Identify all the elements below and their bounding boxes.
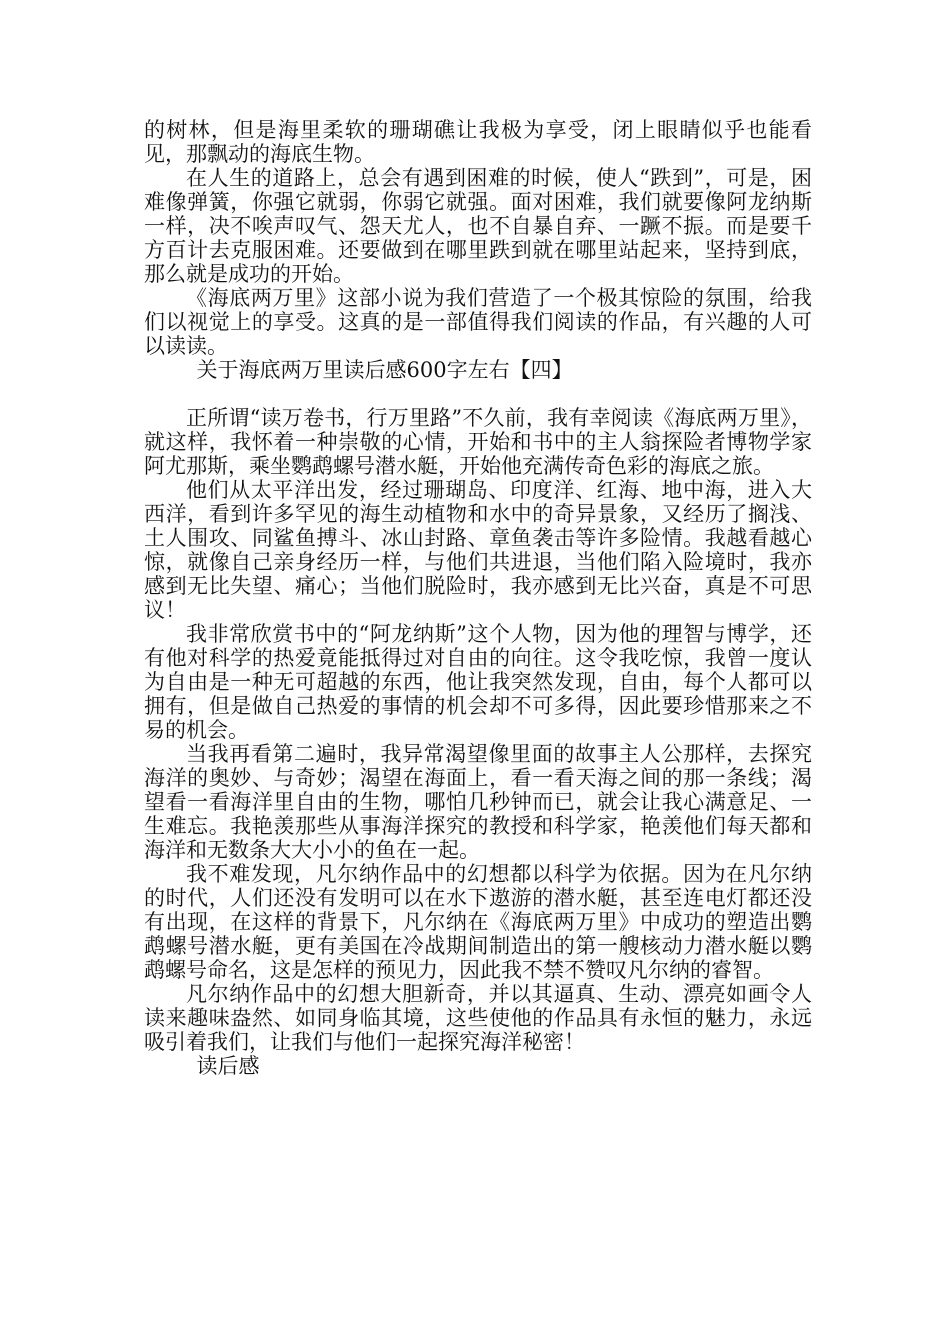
footer-label: 读后感 — [196, 1054, 260, 1078]
paragraph-conclusion: 凡尔纳作品中的幻想大胆新奇，并以其逼真、生动、漂亮如画令人读来趣味盎然、如同身临其境，这些使他的作品具有永恒的魅力，永远吸引着我们，让我们与他们一起探究海洋秘密！ — [144, 982, 812, 1054]
paragraph-aronnax: 我非常欣赏书中的“阿龙纳斯”这个人物，因为他的理智与博学，还有他对科学的热爱竟能抵得过对自由的向往。这令我吃惊，我曾一度认为自由是一种无可超越的东西，他让我突然发现，自由，每个人都可以拥有，但是做自己热爱的事情的机会却不可多得，因此要珍惜那来之不易的机会。 — [144, 622, 812, 742]
section-heading: 关于海底两万里读后感600字左右【四】 — [196, 358, 573, 382]
paragraph-intro: 正所谓“读万卷书，行万里路”不久前，我有幸阅读《海底两万里》，就这样，我怀着一种崇敬的心情，开始和书中的主人翁探险者博物学家阿尤那斯，乘坐鹦鹉螺号潜水艇，开始他充满传奇色彩的海底之旅。 — [144, 406, 812, 478]
paragraph-overcoming-difficulty: 在人生的道路上，总会有遇到困难的时候，使人“跌到”，可是，困难像弹簧，你强它就弱，你弱它就强。面对困难，我们就要像阿龙纳斯一样，决不唉声叹气、怨天尤人，也不自暴自弃、一蹶不振。而是要千方百计去克服困难。还要做到在哪里跌到就在哪里站起来，坚持到底，那么就是成功的开始。 — [144, 166, 812, 286]
document-page — [144, 118, 812, 1078]
blank-line — [144, 382, 812, 406]
paragraph-journey: 他们从太平洋出发，经过珊瑚岛、印度洋、红海、地中海，进入大西洋，看到许多罕见的海生动植物和水中的奇异景象，又经历了搁浅、土人围攻、同鲨鱼搏斗、冰山封路、章鱼袭击等许多险情。我越看越心惊，就像自己亲身经历一样，与他们共进退，当他们陷入险境时，我亦感到无比失望、痛心；当他们脱险时，我亦感到无比兴奋，真是不可思议！ — [144, 478, 812, 622]
paragraph-recommendation: 《海底两万里》这部小说为我们营造了一个极其惊险的氛围，给我们以视觉上的享受。这真的是一部值得我们阅读的作品，有兴趣的人可以读读。 — [144, 286, 812, 358]
paragraph-second-reading: 当我再看第二遍时，我异常渴望像里面的故事主人公那样，去探究海洋的奥妙、与奇妙；渴望在海面上，看一看天海之间的那一条线；渴望看一看海洋里自由的生物，哪怕几秒钟而已，就会让我心满意足、一生难忘。我艳羡那些从事海洋探究的教授和科学家，艳羡他们每天都和海洋和无数条大大小小的鱼在一起。 — [144, 742, 812, 862]
paragraph-verne-science: 我不难发现，凡尔纳作品中的幻想都以科学为依据。因为在凡尔纳的时代，人们还没有发明可以在水下遨游的潜水艇，甚至连电灯都还没有出现，在这样的背景下，凡尔纳在《海底两万里》中成功的塑造出鹦鹉螺号潜水艇，更有美国在冷战期间制造出的第一艘核动力潜水艇以鹦鹉螺号命名，这是怎样的预见力，因此我不禁不赞叹凡尔纳的睿智。 — [144, 862, 812, 982]
paragraph-continuation: 的树林，但是海里柔软的珊瑚礁让我极为享受，闭上眼睛似乎也能看见，那飘动的海底生物。 — [144, 118, 812, 166]
